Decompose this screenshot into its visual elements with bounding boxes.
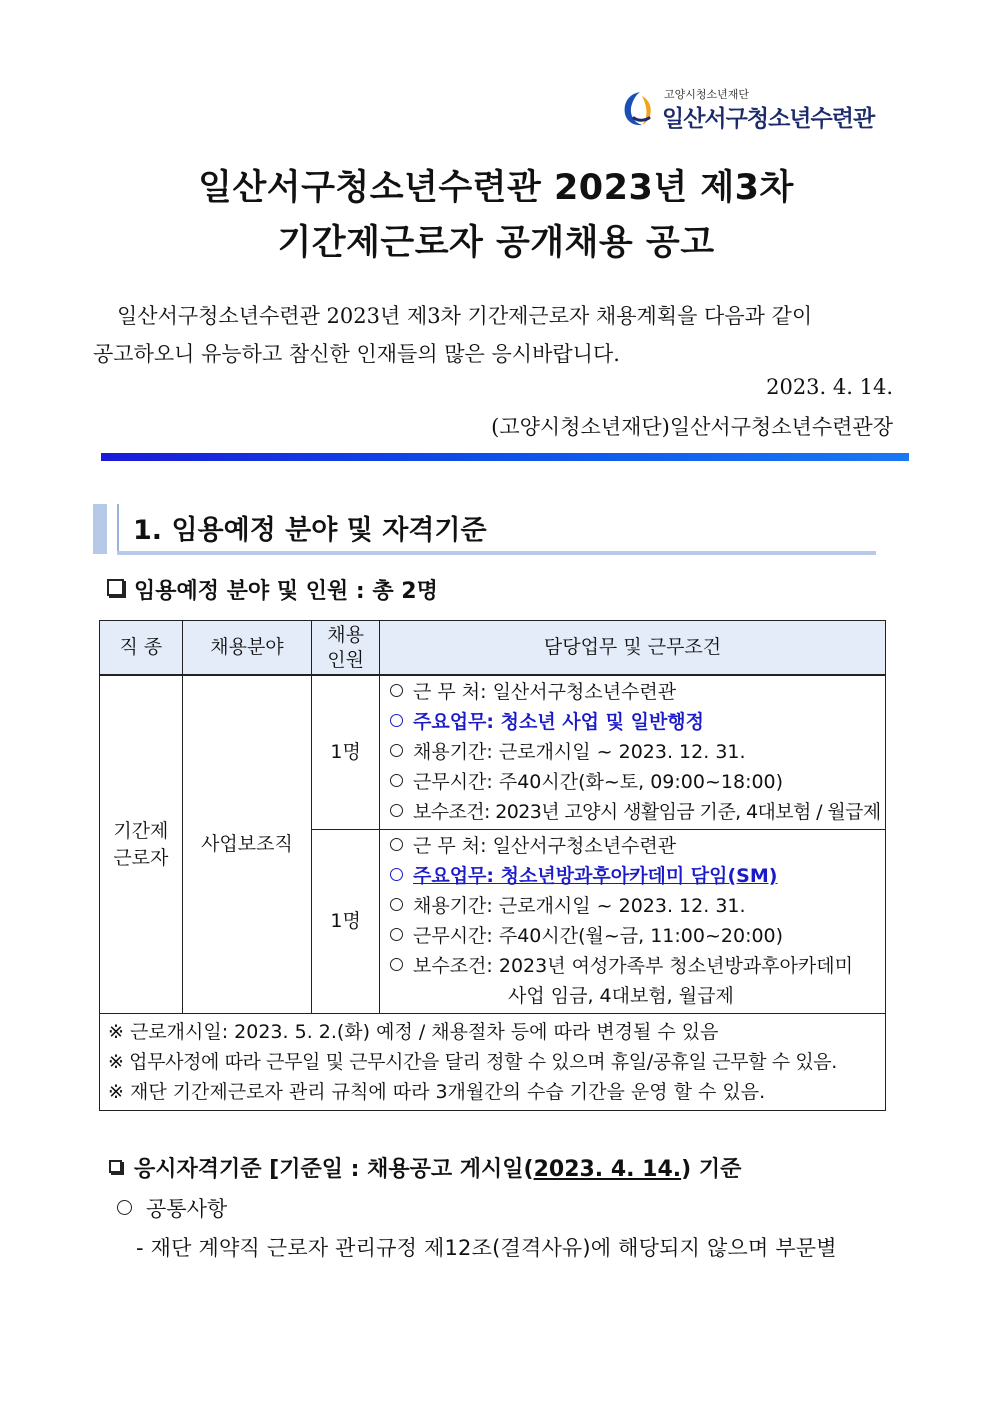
positions-table [99, 620, 886, 1111]
notes-cell [100, 1014, 886, 1111]
intro-line-1: 일산서구청소년수련관 2023년 제3차 기간제근로자 채용계획을 다음과 같이 [117, 304, 813, 328]
circle-bullet-icon [390, 928, 403, 941]
list-item: 보수조건: 2023년 고양시 생활임금 기준, 4대보험 / 월급제 [390, 797, 885, 827]
notice-signer: (고양시청소년재단)일산서구청소년수련관장 [491, 415, 893, 439]
header-field: 채용분야 [182, 621, 312, 676]
list-item: 주요업무: 청소년 사업 및 일반행정 [390, 707, 885, 737]
list-item: 채용기간: 근로개시일 ~ 2023. 12. 31. [390, 891, 885, 921]
duties-cell-1 [380, 675, 886, 830]
circle-bullet-icon [390, 744, 403, 757]
list-item: 근 무 처: 일산서구청소년수련관 [390, 831, 885, 861]
logo-org-text: 고양시청소년재단 [664, 88, 750, 101]
header-count [312, 621, 380, 676]
count-cell-2: 1명 [312, 830, 380, 1014]
title-line-2: 기간제근로자 공개채용 공고 [277, 223, 715, 263]
header-count-line-2: 인원 [327, 648, 364, 671]
header-job-type: 직 종 [100, 621, 183, 676]
common-line: - 재단 계약직 근로자 관리규정 제12조(결격사유)에 해당되지 않으며 부문별 [136, 1236, 837, 1260]
subheading-positions-text: 임용예정 분야 및 인원 : 총 2명 [134, 579, 438, 604]
title-line-1: 일산서구청소년수련관 2023년 제3차 [198, 168, 794, 208]
circle-bullet-icon [390, 804, 403, 817]
note-line-1: ※ 근로개시일: 2023. 5. 2.(화) 예정 / 채용절차 등에 따라 변경될 수 있음 [108, 1021, 719, 1043]
list-item: 보수조건: 2023년 여성가족부 청소년방과후아카데미 [390, 951, 885, 981]
section-frame-bottom [117, 551, 876, 555]
note-line-3: ※ 재단 기간제근로자 관리 규칙에 따라 3개월간의 수습 기간을 운영 할 수 있음. [108, 1081, 766, 1103]
duties-cell-2 [380, 830, 886, 1014]
list-item: 채용기간: 근로개시일 ~ 2023. 12. 31. [390, 737, 885, 767]
table-header-row [100, 621, 886, 676]
subheading-positions [107, 574, 438, 605]
circle-bullet-icon [390, 838, 403, 851]
circle-bullet-icon [390, 868, 403, 881]
list-item: 근 무 처: 일산서구청소년수련관 [390, 677, 885, 707]
qualifications-date: 2023. 4. 14. [533, 1157, 682, 1182]
job-type-line-2: 근로자 [113, 846, 169, 869]
table-row [100, 675, 886, 830]
list-item: 주요업무: 청소년방과후아카데미 담임(SM) [390, 861, 885, 891]
logo-name-text: 일산서구청소년수련관 [662, 106, 875, 132]
circle-bullet-icon [117, 1200, 132, 1215]
section-title: 1. 임용예정 분야 및 자격기준 [133, 515, 487, 546]
logo-emblem-icon [620, 88, 660, 128]
circle-bullet-icon [390, 684, 403, 697]
header-count-line-1: 채용 [327, 623, 364, 646]
subheading-qualifications [109, 1152, 741, 1183]
common-heading-text: 공통사항 [146, 1197, 228, 1221]
header-divider [101, 453, 909, 461]
circle-bullet-icon [390, 714, 403, 727]
notice-date: 2023. 4. 14. [766, 375, 893, 399]
job-type-cell [100, 675, 183, 1014]
list-item-continuation: 사업 임금, 4대보험, 월급제 [508, 985, 734, 1007]
header-duties: 담당업무 및 근무조건 [380, 621, 886, 676]
circle-bullet-icon [390, 774, 403, 787]
field-cell: 사업보조직 [182, 675, 312, 1014]
note-line-2: ※ 업무사정에 따라 근무일 및 근무시간을 달리 정할 수 있으며 휴일/공휴일 근무할 수 있음. [108, 1051, 837, 1073]
qualifications-suffix: ) 기준 [681, 1157, 742, 1182]
checkbox-square-icon [109, 1160, 122, 1173]
circle-bullet-icon [390, 958, 403, 971]
count-cell-1: 1명 [312, 675, 380, 830]
section-accent-bar [93, 504, 107, 554]
circle-bullet-icon [390, 898, 403, 911]
common-heading [117, 1193, 227, 1223]
job-type-line-1: 기간제 [113, 819, 169, 842]
list-item: 근무시간: 주40시간(화~토, 09:00~18:00) [390, 767, 885, 797]
intro-line-2: 공고하오니 유능하고 참신한 인재들의 많은 응시바랍니다. [93, 342, 620, 366]
checkbox-square-icon [107, 579, 124, 596]
section-frame-left [117, 504, 119, 554]
notes-row [100, 1014, 886, 1111]
list-item: 근무시간: 주40시간(월~금, 11:00~20:00) [390, 921, 885, 951]
qualifications-prefix: 응시자격기준 [기준일 : 채용공고 게시일( [134, 1157, 534, 1182]
